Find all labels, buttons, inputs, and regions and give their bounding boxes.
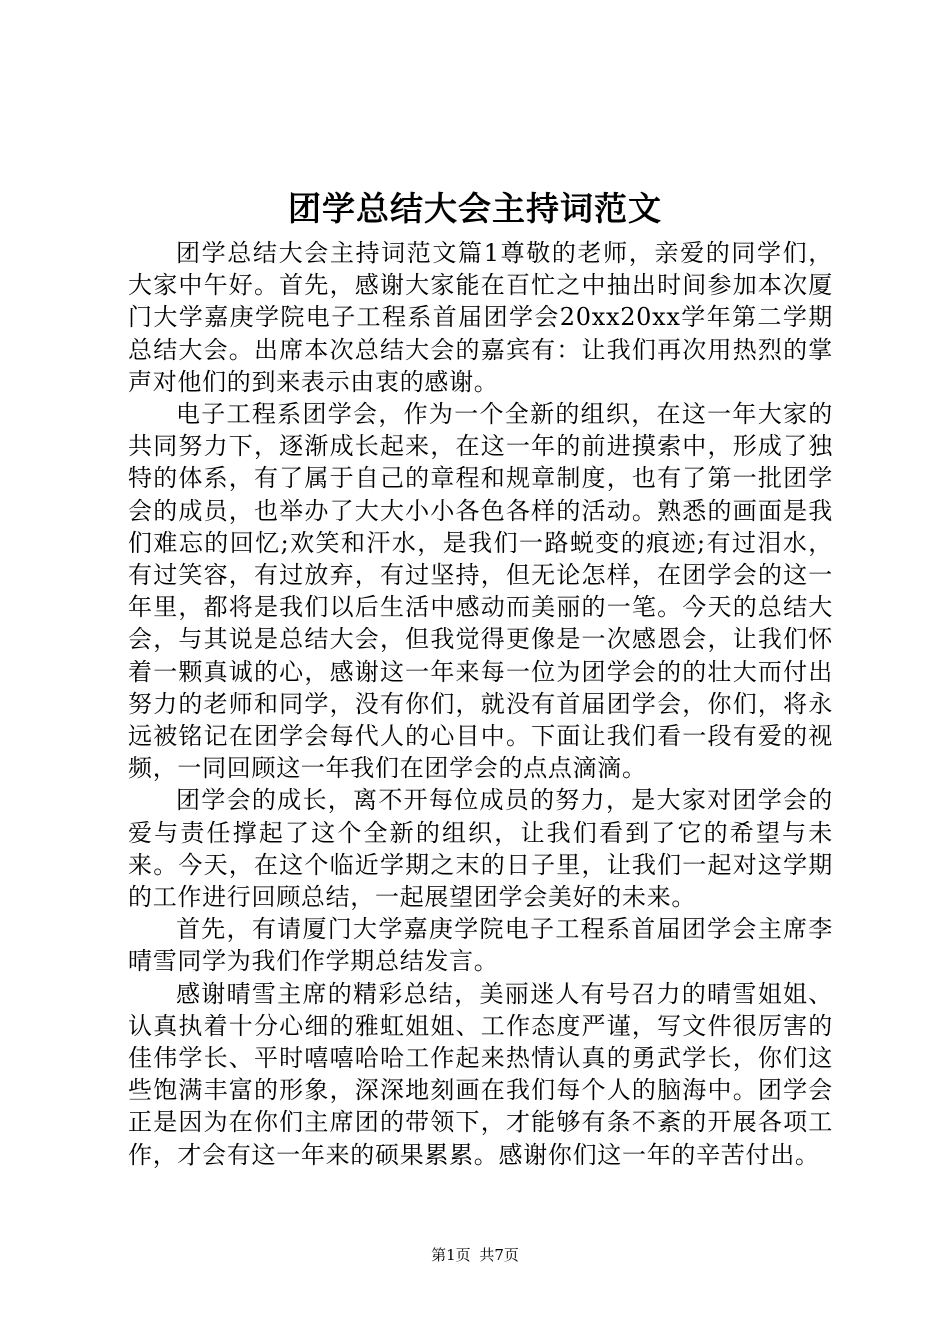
- paragraph: 首先，有请厦门大学嘉庚学院电子工程系首届团学会主席李晴雪同学为我们作学期总结发言。: [128, 915, 833, 976]
- paragraph: 团学会的成长，离不开每位成员的努力，是大家对团学会的爱与责任撑起了这个全新的组织，让我们看到了它的希望与未来。今天，在这个临近学期之末的日子里，让我们一起对这学期的工作进行回顾总结，一起展望团学会美好的未来。: [128, 786, 833, 912]
- document-title: 团学总结大会主持词范文: [288, 189, 662, 228]
- page-number: 第1页: [431, 1246, 471, 1264]
- page-total: 共7页: [479, 1246, 519, 1264]
- paragraph: 团学总结大会主持词范文篇1尊敬的老师，亲爱的同学们，大家中午好。首先，感谢大家能在百忙之中抽出时间参加本次厦门大学嘉庚学院电子工程系首届团学会20xx20xx学年第二学期总结大会。出席本次总结大会的嘉宾有：让我们再次用热烈的掌声对他们的到来表示由衷的感谢。: [128, 239, 833, 396]
- paragraph: 电子工程系团学会，作为一个全新的组织，在这一年大家的共同努力下，逐渐成长起来，在这一年的前进摸索中，形成了独特的体系，有了属于自己的章程和规章制度，也有了第一批团学会的成员，也举办了大大小小各色各样的活动。熟悉的画面是我们难忘的回忆;欢笑和汗水，是我们一路蜕变的痕迹;有过泪水，有过笑容，有过放弃，有过坚持，但无论怎样，在团学会的这一年里，都将是我们以后生活中感动而美丽的一笔。今天的总结大会，与其说是总结大会，但我觉得更像是一次感恩会，让我们怀着一颗真诚的心，感谢这一年来每一位为团学会的的壮大而付出努力的老师和同学，没有你们，就没有首届团学会，你们，将永远被铭记在团学会每代人的心目中。下面让我们看一段有爱的视频，一同回顾这一年我们在团学会的点点滴滴。: [128, 400, 833, 783]
- document-body: [128, 237, 833, 1171]
- paragraph: 感谢晴雪主席的精彩总结，美丽迷人有号召力的晴雪姐姐、认真执着十分心细的雅虹姐姐、工作态度严谨，写文件很厉害的佳伟学长、平时嘻嘻哈哈工作起来热情认真的勇武学长，你们这些饱满丰富的形象，深深地刻画在我们每个人的脑海中。团学会正是因为在你们主席团的带领下，才能够有条不紊的开展各项工作，才会有这一年来的硕果累累。感谢你们这一年的辛苦付出。: [128, 979, 833, 1169]
- page-footer: [0, 1244, 950, 1266]
